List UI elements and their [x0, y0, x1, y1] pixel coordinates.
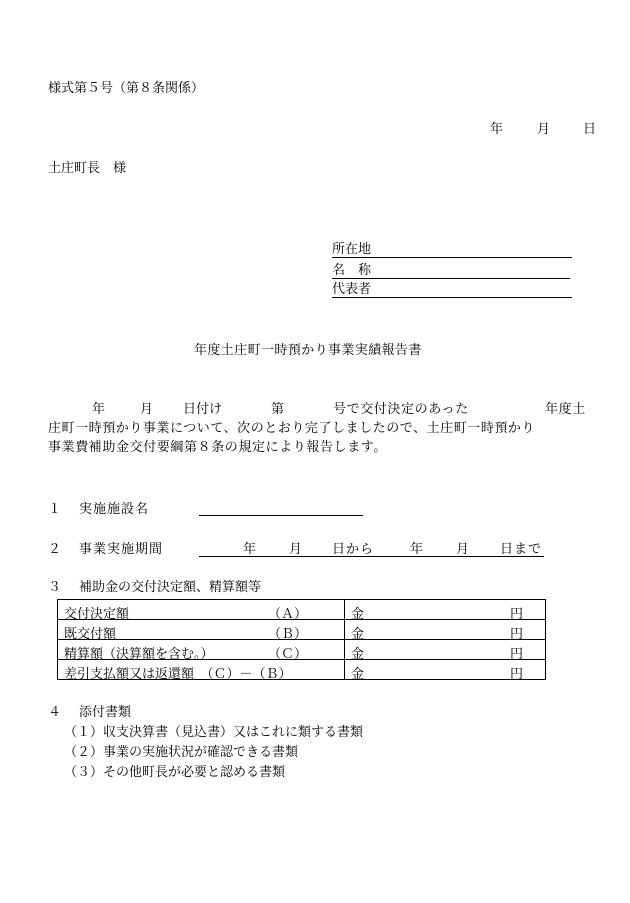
amount-cell[interactable]: [345, 660, 546, 680]
kin-label: 金: [351, 627, 365, 642]
date-day-label: 日: [583, 122, 597, 137]
period-month-from: 月: [289, 542, 303, 557]
row-code: （Ｂ）: [268, 627, 308, 642]
table-row: [58, 600, 546, 620]
kin-label: 金: [351, 667, 365, 682]
section-1-number: １: [48, 502, 62, 517]
body-fiscal-year: 年度土: [545, 402, 586, 417]
address-label: 所在地: [332, 242, 372, 257]
row-label-cell: [58, 640, 345, 660]
attachment-item: （３）その他町長が必要と認める書類: [64, 765, 286, 780]
row-label-cell: [58, 600, 345, 620]
row-label: 差引支払額又は返還額 （Ｃ）－（Ｂ）: [64, 667, 292, 682]
facility-name-field[interactable]: [199, 515, 363, 516]
section-4-number: ４: [48, 705, 62, 720]
representative-underline: [332, 297, 572, 298]
amount-cell[interactable]: [345, 640, 546, 660]
form-number: 様式第５号（第８条関係）: [48, 81, 205, 96]
table-row: [58, 620, 546, 640]
row-code: （Ａ）: [268, 607, 308, 622]
kin-label: 金: [351, 647, 365, 662]
yen-label: 円: [509, 667, 523, 682]
section-3-label: 補助金の交付決定額、精算額等: [79, 580, 262, 595]
body-no-suffix: 号で交付決定のあった: [333, 402, 469, 417]
section-3-number: ３: [48, 580, 62, 595]
row-label: 精算額（決算額を含む。）: [64, 647, 214, 662]
representative-label: 代表者: [332, 282, 372, 297]
row-code: （Ｃ）: [268, 647, 308, 662]
table-row: [58, 660, 546, 680]
section-2-number: ２: [48, 542, 62, 557]
row-label: 既交付額: [64, 627, 117, 642]
yen-label: 円: [509, 607, 523, 622]
table-row: [58, 640, 546, 660]
yen-label: 円: [509, 647, 523, 662]
addressee: 土庄町長 様: [48, 161, 127, 176]
period-day-to: 日まで: [500, 542, 543, 557]
document-title: 年度土庄町一時預かり事業実績報告書: [194, 343, 422, 358]
body-year: 年: [92, 402, 106, 417]
amount-cell[interactable]: [345, 620, 546, 640]
address-field[interactable]: [332, 243, 572, 257]
attachment-item: （２）事業の実施状況が確認できる書類: [64, 745, 299, 760]
name-field[interactable]: [332, 264, 570, 278]
representative-field[interactable]: [332, 283, 572, 297]
body-month: 月: [140, 402, 154, 417]
row-label-cell: [58, 620, 345, 640]
yen-label: 円: [509, 627, 523, 642]
row-label: 交付決定額: [64, 607, 130, 622]
body-line-3: 事業費補助金交付要綱第８条の規定により報告します。: [48, 440, 387, 455]
date-month-label: 月: [537, 122, 551, 137]
row-label-cell: [58, 660, 345, 680]
kin-label: 金: [351, 607, 365, 622]
body-no-prefix: 第: [271, 402, 285, 417]
period-month-to: 月: [456, 542, 470, 557]
attachment-item: （１）収支決算書（見込書）又はこれに類する書類: [64, 725, 364, 740]
section-1-label: 実施施設名: [79, 502, 150, 517]
address-underline: [332, 257, 572, 258]
period-year-from: 年: [243, 542, 257, 557]
name-label: 名 称: [332, 263, 372, 278]
body-day: 日付け: [183, 402, 223, 417]
period-year-to: 年: [410, 542, 424, 557]
body-line-2: 庄町一時預かり事業について、次のとおり完了しましたので、土庄町一時預かり: [48, 421, 536, 436]
section-2-label: 事業実施期間: [79, 542, 164, 557]
name-underline: [332, 278, 570, 279]
amounts-table: [57, 599, 546, 680]
date-year-label: 年: [490, 122, 504, 137]
section-4-label: 添付書類: [79, 705, 132, 720]
amount-cell[interactable]: [345, 600, 546, 620]
period-day-from: 日から: [332, 542, 375, 557]
